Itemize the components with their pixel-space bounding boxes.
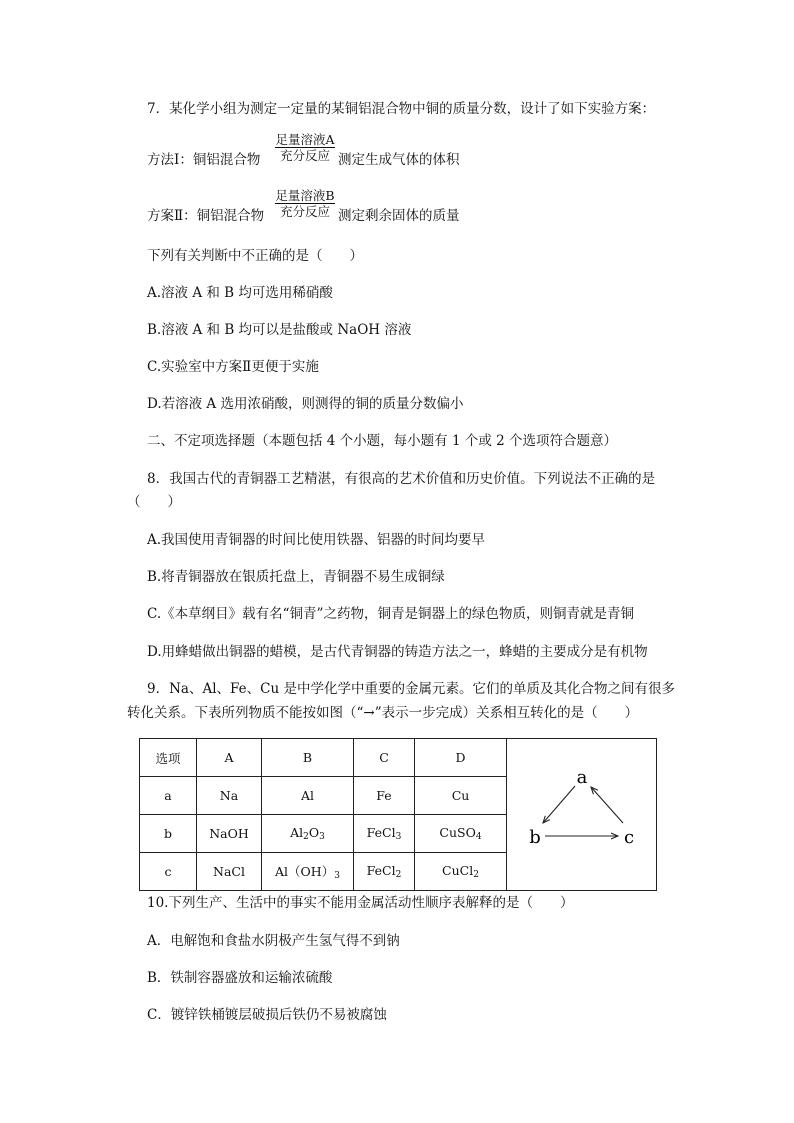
q9-options-table — [139, 738, 657, 891]
q9-stem: 9．Na、Al、Fe、Cu 是中学化学中重要的金属元素。它们的单质及其化合物之间有很多 — [147, 681, 675, 697]
method-2-suffix: 测定剩余固体的质量 — [338, 208, 460, 224]
header-option: 选项 — [140, 739, 197, 777]
row-c-col-b: $Al(OH)_3$ — [262, 853, 354, 891]
node-c: c — [623, 827, 635, 848]
method-2-prefix: 方案Ⅱ：铜铝混合物 — [147, 208, 265, 224]
row-b-col-b: $Al_2O_3$ — [262, 815, 354, 853]
row-b-label: b — [140, 815, 197, 853]
row-b-col-c: FeCl$_3$ — [354, 815, 415, 853]
q8-option-b: B.将青铜器放在银质托盘上，青铜器不易生成铜绿 — [147, 569, 445, 585]
method-2-reagent: 足量溶液B — [275, 188, 335, 203]
header-b: B — [262, 739, 354, 777]
row-b-col-d: CuSO$_4$ — [415, 815, 507, 853]
node-a: a — [576, 767, 588, 788]
method-1-suffix: 测定生成气体的体积 — [338, 152, 460, 168]
q10-option-a: A．电解饱和食盐水阴极产生氢气得不到钠 — [147, 933, 400, 949]
arrow-a-to-b — [543, 786, 575, 823]
node-b: b — [529, 827, 541, 848]
section-2-heading: 二、不定项选择题（本题包括 4 个小题，每小题有 1 个或 2 个选项符合题意） — [147, 433, 618, 449]
method-2-arrow — [275, 188, 335, 220]
conversion-diagram-cell — [507, 739, 657, 891]
row-c-col-a: NaCl — [197, 853, 262, 891]
q10-stem: 10.下列生产、生活中的事实不能用金属活动性顺序表解释的是（ ） — [147, 895, 574, 911]
header-d: D — [415, 739, 507, 777]
q8-option-c: C.《本草纲目》载有名“铜青”之药物，铜青是铜器上的绿色物质，则铜青就是青铜 — [147, 606, 634, 622]
q7-option-b: B.溶液 A 和 B 均可以是盐酸或 NaOH 溶液 — [147, 322, 412, 338]
q7-stem: 7．某化学小组为测定一定量的某铜铝混合物中铜的质量分数，设计了如下实验方案： — [147, 101, 656, 117]
method-1-condition: 充分反应 — [279, 148, 330, 163]
header-a: A — [197, 739, 262, 777]
method-2-condition: 充分反应 — [279, 204, 330, 219]
row-a-col-b: Al — [262, 777, 354, 815]
q10-option-b: B．铁制容器盛放和运输浓硫酸 — [147, 970, 333, 986]
q9-stem-continued: 转化关系。下表所列物质不能按如图（“→”表示一步完成）关系相互转化的是（ ） — [127, 705, 639, 721]
q7-option-a: A.溶液 A 和 B 均可选用稀硝酸 — [147, 285, 333, 301]
row-c-label: c — [140, 853, 197, 891]
q7-option-d: D.若溶液 A 选用浓硝酸，则测得的铜的质量分数偏小 — [147, 396, 464, 412]
q8-option-d: D.用蜂蜡做出铜器的蜡模，是古代青铜器的铸造方法之一，蜂蜡的主要成分是有机物 — [147, 644, 648, 660]
arrow-c-to-a — [591, 787, 623, 823]
row-c-col-c: FeCl$_2$ — [354, 853, 415, 891]
header-c: C — [354, 739, 415, 777]
q7-ask: 下列有关判断中不正确的是（ ） — [147, 248, 363, 264]
method-1-arrow — [275, 132, 335, 164]
row-b-col-a: NaOH — [197, 815, 262, 853]
row-a-col-a: Na — [197, 777, 262, 815]
q8-stem: 8．我国古代的青铜器工艺精湛，有很高的艺术价值和历史价值。下列说法不正确的是 — [147, 471, 656, 487]
q10-option-c: C．镀锌铁桶镀层破损后铁仍不易被腐蚀 — [147, 1007, 387, 1023]
row-a-col-c: Fe — [354, 777, 415, 815]
row-a-label: a — [140, 777, 197, 815]
method-1-prefix: 方法Ⅰ：铜铝混合物 — [147, 152, 261, 168]
conversion-diagram — [507, 739, 656, 887]
table-header-row — [140, 739, 657, 777]
row-a-col-d: Cu — [415, 777, 507, 815]
q7-option-c: C.实验室中方案Ⅱ更便于实施 — [147, 359, 319, 375]
method-1-reagent: 足量溶液A — [275, 132, 335, 147]
q8-stem-bracket: （ ） — [127, 494, 181, 510]
row-c-col-d: CuCl$_2$ — [415, 853, 507, 891]
q8-option-a: A.我国使用青铜器的时间比使用铁器、铝器的时间均要早 — [147, 532, 486, 548]
